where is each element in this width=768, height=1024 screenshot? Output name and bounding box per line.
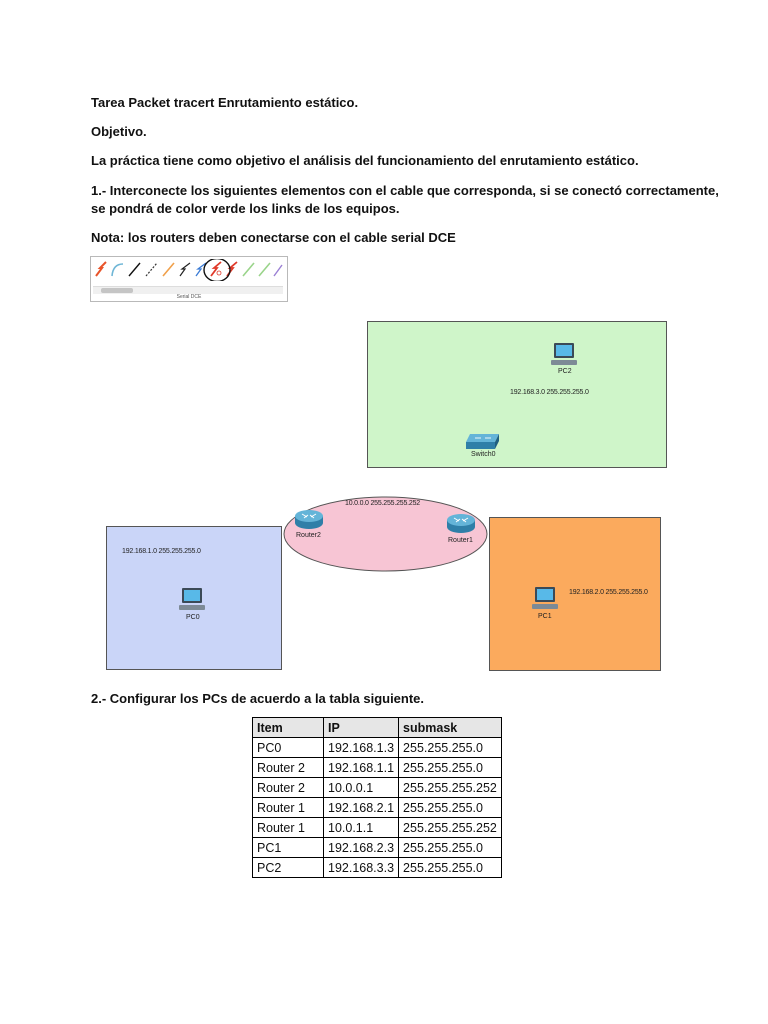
table-row bbox=[253, 738, 502, 758]
cell-item: Router 1 bbox=[253, 818, 324, 838]
router2-label: Router2 bbox=[296, 532, 321, 539]
table-row bbox=[253, 798, 502, 818]
cell-submask: 255.255.255.252 bbox=[399, 818, 502, 838]
green-zone-label: 192.168.3.0 255.255.255.0 bbox=[510, 389, 589, 396]
step1-line1: 1.- Interconecte los siguientes elementos con el cable que corresponda, si se conectó correctamente, bbox=[91, 183, 719, 198]
doc-title: Tarea Packet tracert Enrutamiento estático. bbox=[91, 95, 359, 110]
note: Nota: los routers deben conectarse con el cable serial DCE bbox=[91, 230, 456, 245]
config-table bbox=[252, 717, 502, 878]
cell-ip: 192.168.1.1 bbox=[324, 758, 399, 778]
table-row bbox=[253, 778, 502, 798]
toolbar-scrollbar[interactable] bbox=[93, 286, 283, 294]
header-ip: IP bbox=[324, 718, 399, 738]
cell-submask: 255.255.255.0 bbox=[399, 858, 502, 878]
header-submask: submask bbox=[399, 718, 502, 738]
pc0-label: PC0 bbox=[186, 614, 200, 621]
console-cable-icon bbox=[112, 264, 123, 276]
blue-zone-label: 192.168.1.0 255.255.255.0 bbox=[122, 548, 201, 555]
pink-zone-label: 10.0.0.0 255.255.255.252 bbox=[345, 500, 420, 507]
orange-zone-label: 192.168.2.0 255.255.255.0 bbox=[569, 589, 648, 596]
table-row bbox=[253, 858, 502, 878]
step1-line2: se pondrá de color verde los links de los equipos. bbox=[91, 201, 400, 216]
phone-cable-icon bbox=[180, 263, 190, 276]
router1-label: Router1 bbox=[448, 537, 473, 544]
cell-submask: 255.255.255.0 bbox=[399, 738, 502, 758]
pc2-icon[interactable] bbox=[550, 342, 578, 366]
highlight-circle bbox=[204, 259, 230, 281]
cell-submask: 255.255.255.0 bbox=[399, 838, 502, 858]
objective-heading: Objetivo. bbox=[91, 124, 147, 139]
cell-item: PC2 bbox=[253, 858, 324, 878]
objective-text: La práctica tiene como objetivo el análisis del funcionamiento del enrutamiento estático. bbox=[91, 153, 639, 168]
table-row bbox=[253, 758, 502, 778]
pc1-icon[interactable] bbox=[531, 586, 559, 610]
cell-ip: 192.168.1.3 bbox=[324, 738, 399, 758]
switch0-label: Switch0 bbox=[471, 451, 496, 458]
cell-item: Router 2 bbox=[253, 778, 324, 798]
table-row bbox=[253, 818, 502, 838]
wireless-cable-icon bbox=[274, 265, 282, 276]
cell-ip: 192.168.2.1 bbox=[324, 798, 399, 818]
switch0-icon[interactable] bbox=[466, 432, 500, 450]
cell-submask: 255.255.255.0 bbox=[399, 758, 502, 778]
usb-cable-icon bbox=[259, 263, 270, 276]
octal-cable-icon bbox=[243, 263, 254, 276]
step2-heading: 2.- Configurar los PCs de acuerdo a la tabla siguiente. bbox=[91, 691, 425, 706]
lightning-cable-icon bbox=[96, 262, 106, 276]
cell-item: Router 1 bbox=[253, 798, 324, 818]
table-header-row bbox=[253, 718, 502, 738]
crossover-cable-icon bbox=[146, 263, 157, 276]
header-item: Item bbox=[253, 718, 324, 738]
cell-item: PC1 bbox=[253, 838, 324, 858]
cell-item: Router 2 bbox=[253, 758, 324, 778]
cell-submask: 255.255.255.0 bbox=[399, 798, 502, 818]
pc2-label: PC2 bbox=[558, 368, 572, 375]
toolbar-caption: Serial DCE bbox=[176, 294, 202, 300]
cell-ip: 192.168.3.3 bbox=[324, 858, 399, 878]
scroll-thumb[interactable] bbox=[101, 288, 133, 293]
cable-tools bbox=[93, 259, 283, 281]
router1-icon[interactable] bbox=[446, 512, 476, 534]
cell-ip: 192.168.2.3 bbox=[324, 838, 399, 858]
cable-toolbar bbox=[90, 256, 288, 302]
cell-ip: 10.0.0.1 bbox=[324, 778, 399, 798]
cell-item: PC0 bbox=[253, 738, 324, 758]
cell-ip: 10.0.1.1 bbox=[324, 818, 399, 838]
router2-icon[interactable] bbox=[294, 508, 324, 530]
serial-dce-cable-icon bbox=[211, 262, 221, 276]
table-row bbox=[253, 838, 502, 858]
pc1-label: PC1 bbox=[538, 613, 552, 620]
cell-submask: 255.255.255.252 bbox=[399, 778, 502, 798]
pc0-icon[interactable] bbox=[178, 587, 206, 611]
fiber-cable-icon bbox=[163, 263, 174, 276]
straight-cable-icon bbox=[129, 263, 140, 276]
